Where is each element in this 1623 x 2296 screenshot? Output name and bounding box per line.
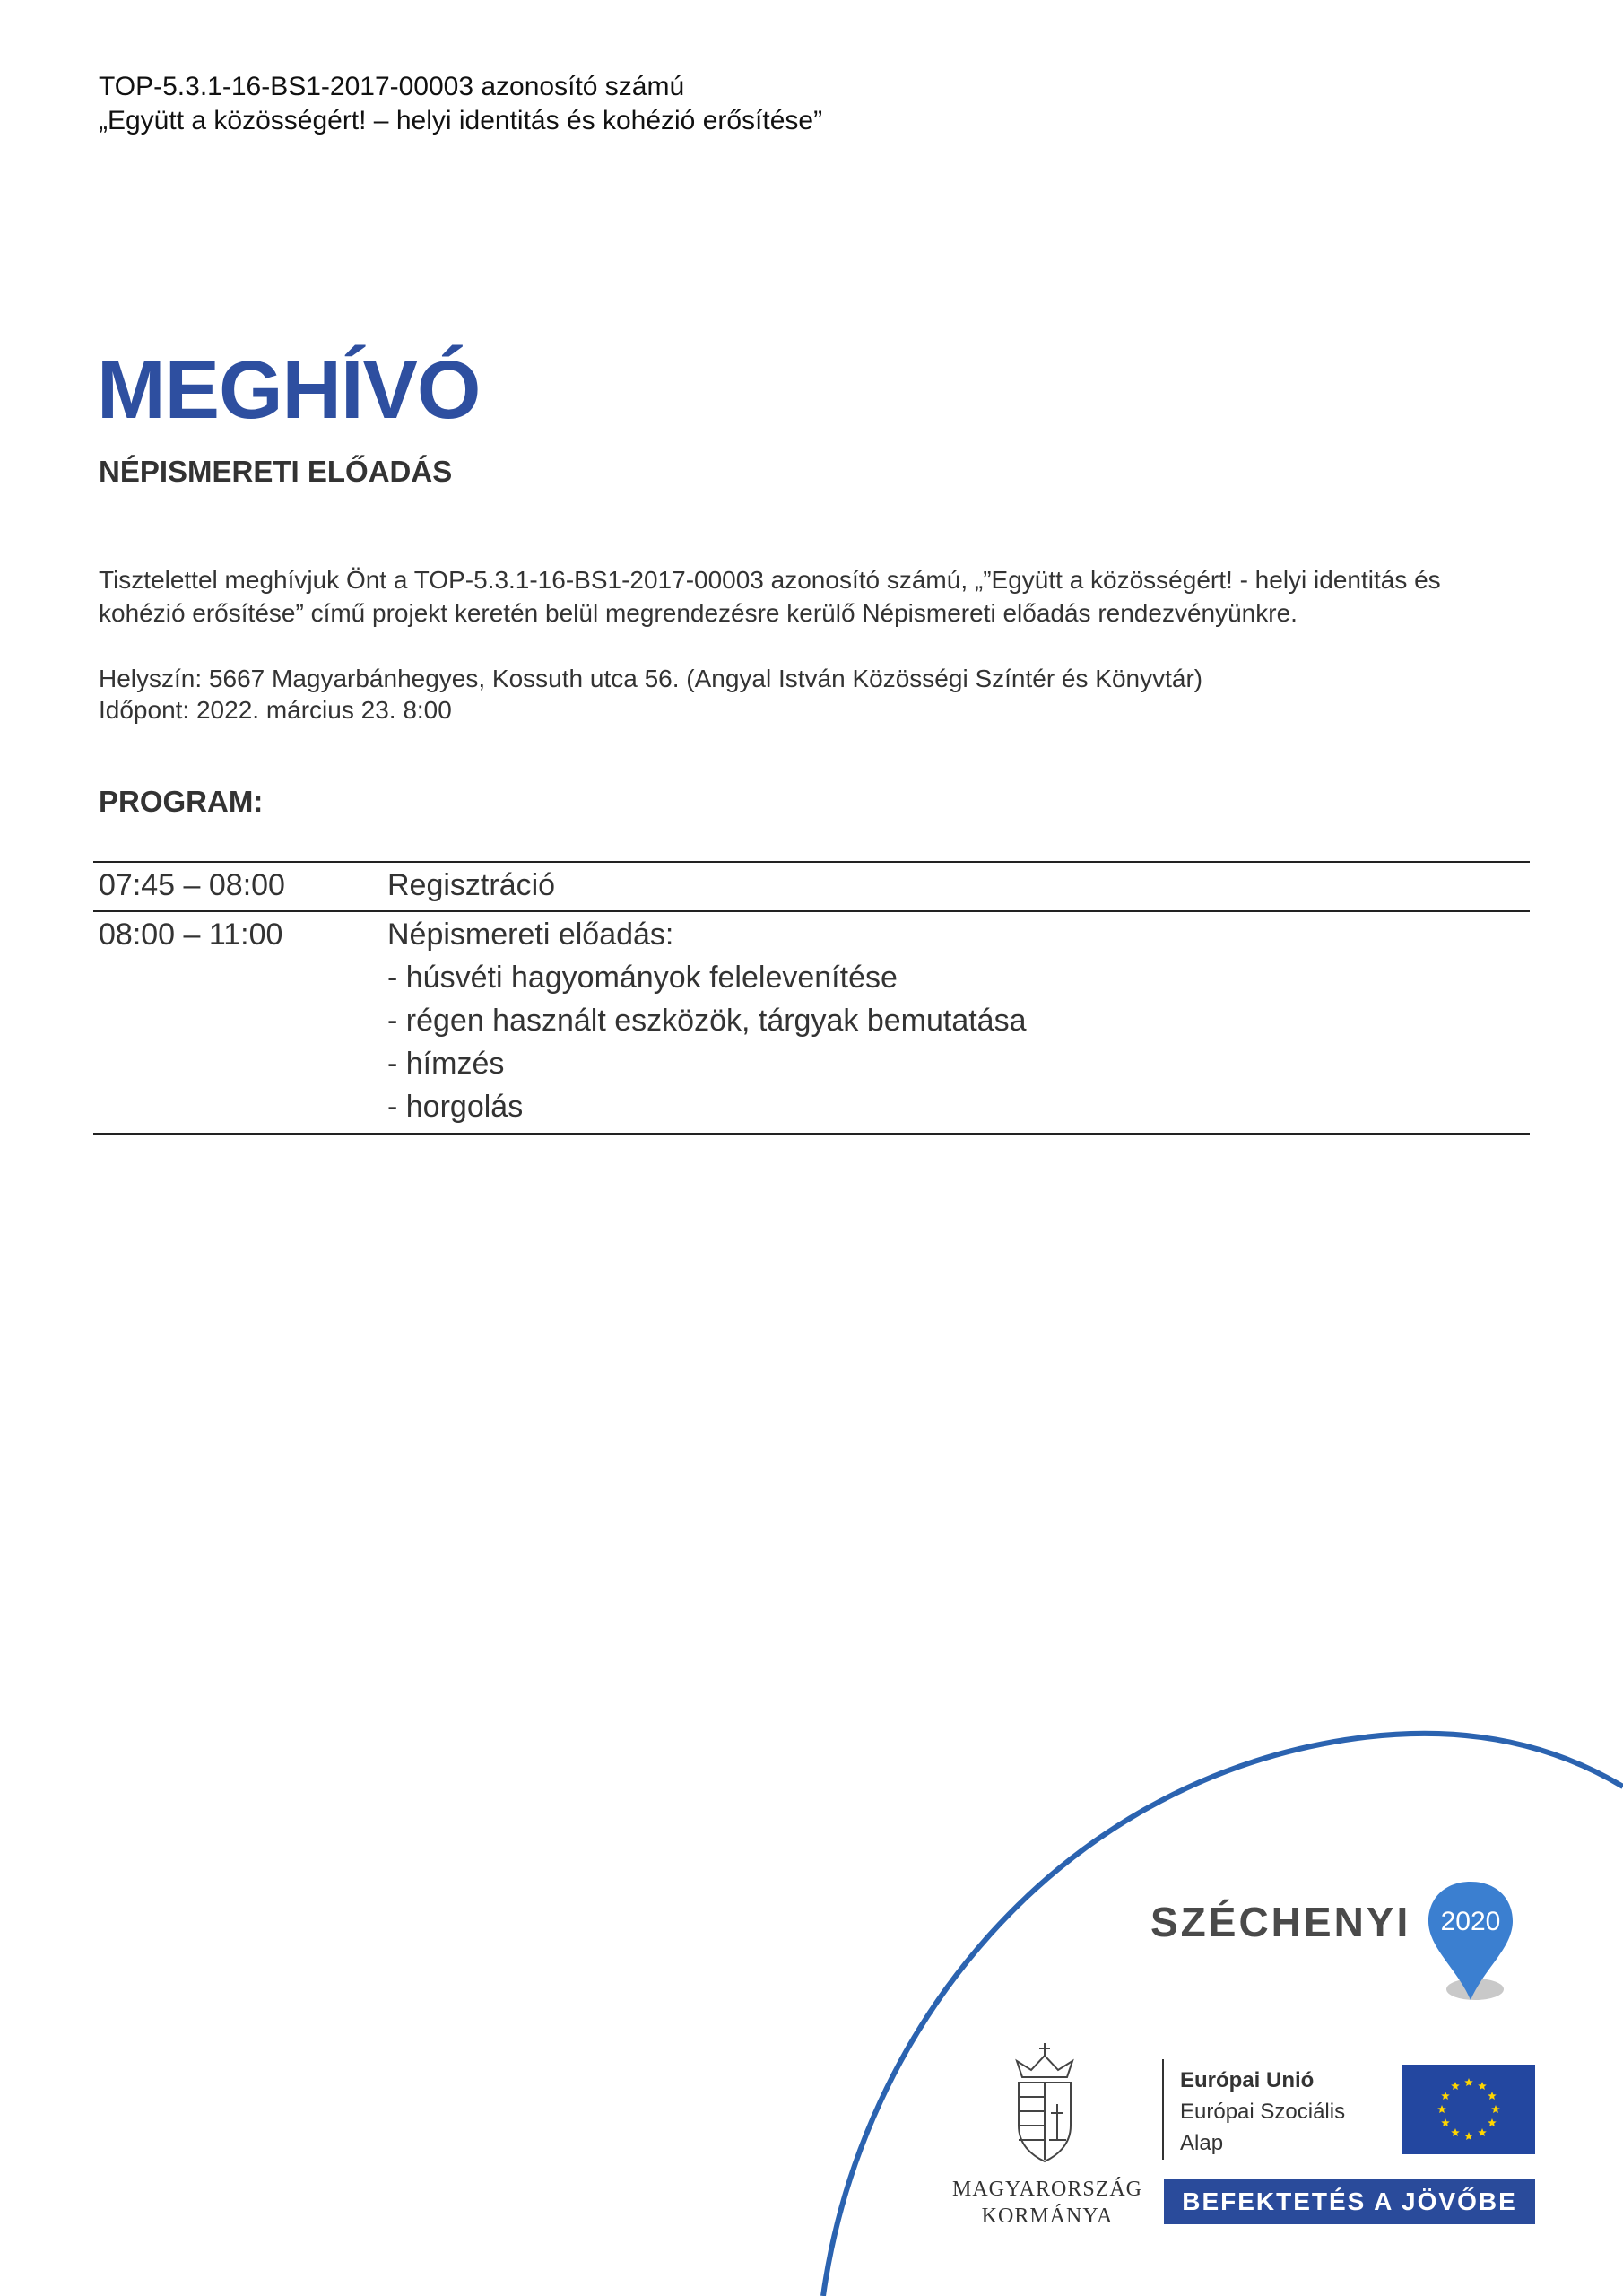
eu-divider <box>1162 2059 1164 2160</box>
list-item: - hímzés <box>387 1047 505 1081</box>
szechenyi-year: 2020 <box>1440 1907 1501 1936</box>
eu-flag-icon <box>1402 2065 1535 2154</box>
program-heading: PROGRAM: <box>99 785 264 818</box>
eu-name: Európai Unió <box>1180 2068 1315 2092</box>
event-subtitle: NÉPISMERETI ELŐADÁS <box>99 455 453 488</box>
table-top-rule <box>93 861 1530 863</box>
coat-of-arms-icon <box>1010 2041 1080 2165</box>
table-bottom-rule <box>93 1133 1530 1135</box>
list-item: - húsvéti hagyományok felelevenítése <box>387 961 898 995</box>
activity-list <box>387 956 1027 1128</box>
project-id-line: TOP-5.3.1-16-BS1-2017-00003 azonosító számú <box>99 72 685 101</box>
time-line: Időpont: 2022. március 23. 8:00 <box>99 696 452 724</box>
szechenyi-pin-icon <box>1421 1874 1520 2009</box>
esf-name-line1: Európai Szociális <box>1180 2100 1346 2124</box>
program-row-2-activity: Népismereti előadás: <box>387 918 674 952</box>
program-row-1-activity: Regisztráció <box>387 868 556 902</box>
list-item: - régen használt eszközök, tárgyak bemutatása <box>387 1004 1027 1038</box>
esf-name-line2: Alap <box>1180 2131 1224 2155</box>
intro-paragraph: Tisztelettel meghívjuk Önt a TOP-5.3.1-16-BS1-2017-00003 azonosító számú, „”Együtt a közösségért! - helyi identitás és kohézió erősítése” című projekt keretén belül megrendezésre kerülő Népismereti előadás rendezvényünkre. <box>99 566 1441 627</box>
invitation-title: MEGHÍVÓ <box>97 344 481 436</box>
program-row-1-time: 07:45 – 08:00 <box>99 868 285 902</box>
program-row-2-time: 08:00 – 11:00 <box>99 918 283 952</box>
location-line: Helyszín: 5667 Magyarbánhegyes, Kossuth utca 56. (Angyal István Közösségi Színtér és Könyvtár) <box>99 665 1203 692</box>
project-title-line: „Együtt a közösségért! – helyi identitás és kohézió erősítése” <box>99 106 823 135</box>
list-item: - horgolás <box>387 1090 524 1124</box>
government-logo-text: MAGYARORSZÁG KORMÁNYA <box>951 2178 1143 2228</box>
table-row-divider <box>93 910 1530 912</box>
szechenyi-logo-text: SZÉCHENYI <box>1150 1899 1411 1945</box>
investment-banner: BEFEKTETÉS A JÖVŐBE <box>1164 2179 1535 2224</box>
program-row-2-activity-block <box>387 913 1027 1128</box>
